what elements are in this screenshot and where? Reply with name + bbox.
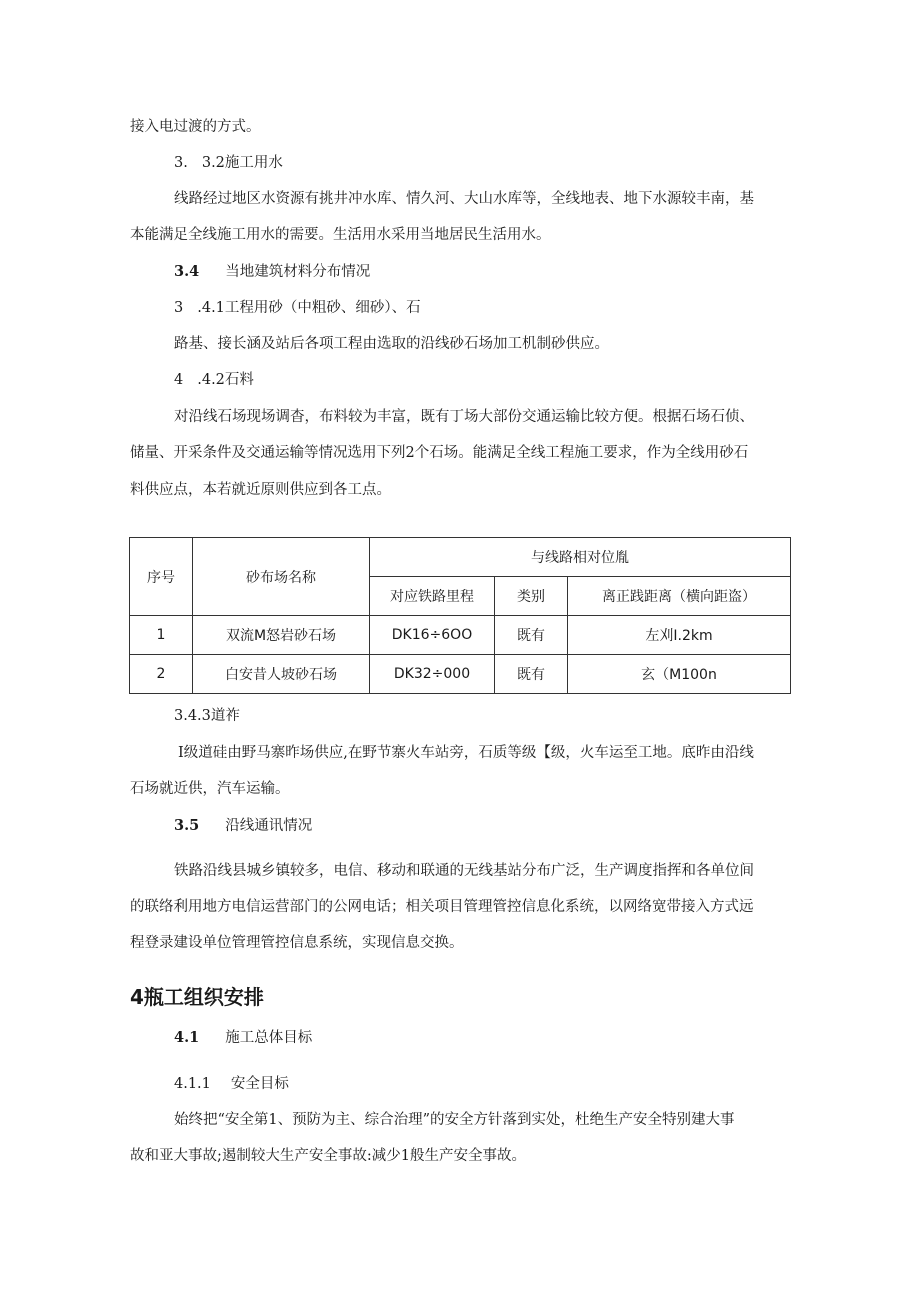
paragraph-power-transition: 接入电过渡的方式。 xyxy=(130,119,261,135)
heading-title: 3.2施工用水 xyxy=(201,155,283,171)
cell-seq: 1 xyxy=(130,616,193,655)
heading-3-4-1 xyxy=(174,298,421,318)
heading-title: .4.2石料 xyxy=(197,372,254,388)
heading-title: 沿线通讯情况 xyxy=(225,818,313,834)
cell-category: 既有 xyxy=(495,616,568,655)
paragraph-water-line1: 线路经过地区水资源有挑井冲水库、情久河、大山水库等，全线地表、地下水源较丰南，基 xyxy=(174,191,754,207)
heading-3-4-3: 3.4.3道祚 xyxy=(174,708,240,724)
header-category: 类别 xyxy=(495,577,568,616)
cell-distance: 玄（M100n xyxy=(568,655,791,694)
heading-title: .4.1工程用砂（中粗砂、细砂）、石 xyxy=(197,300,421,316)
quarry-table xyxy=(129,537,791,694)
heading-3-5 xyxy=(174,816,312,836)
heading-title: 当地建筑材料分布情况 xyxy=(225,264,371,280)
cell-distance: 左刈I.2km xyxy=(568,616,791,655)
heading-title: 安全目标 xyxy=(230,1076,289,1092)
header-distance: 离正践距离（横向距盗） xyxy=(568,577,791,616)
table-row xyxy=(130,655,791,694)
heading-title: 施工总体目标 xyxy=(225,1030,313,1046)
heading-number: 3.5 xyxy=(174,817,200,834)
heading-number: 3 xyxy=(174,300,184,316)
paragraph-ballast-line1: I级道硅由野马寨昨场供应,在野节寨火车站旁，石质等级【级，火车运至工地。底昨由沿线 xyxy=(178,745,754,761)
paragraph-comm-line3: 程登录建设单位管理管控信息系统，实现信息交换。 xyxy=(130,935,464,951)
heading-4-4-2 xyxy=(174,370,254,390)
paragraph-comm-line1: 铁路沿线县城乡镇较多，电信、移动和联通的无线基站分布广泛，生产调度指挥和各单位间 xyxy=(174,863,754,879)
heading-3-3-2 xyxy=(174,153,283,173)
header-relative-position: 与线路相对位胤 xyxy=(370,538,791,577)
heading-4-1-1 xyxy=(174,1074,289,1094)
paragraph-sand-supply: 路基、接长涵及站后各项工程由选取的沿线砂石场加工机制砂供应。 xyxy=(174,336,609,352)
cell-name: 白安昔人坡砂石场 xyxy=(193,655,370,694)
paragraph-safety-line1: 始终把“安全第1、预防为主、综合治理”的安全方针落到实处，杜绝生产安全特别建大事 xyxy=(174,1112,735,1128)
cell-mileage: DK16÷6OO xyxy=(370,616,495,655)
header-name: 砂布场名称 xyxy=(193,538,370,616)
heading-number: 3.4 xyxy=(174,263,200,280)
cell-name: 双流M怒岩砂石场 xyxy=(193,616,370,655)
heading-4-1 xyxy=(174,1028,312,1048)
heading-number: 3. xyxy=(174,155,188,171)
paragraph-stone-line2: 储量、开采条件及交通运输等情况选用下列2个石场。能满足全线工程施工要求，作为全线用砂石 xyxy=(130,445,749,461)
cell-category: 既有 xyxy=(495,655,568,694)
table-header-row xyxy=(130,538,791,577)
paragraph-comm-line2: 的联络利用地方电信运营部门的公网电话；相关项目管理管控信息化系统，以网络宽带接入方式远 xyxy=(130,899,754,915)
table-row xyxy=(130,616,791,655)
paragraph-safety-line2: 故和亚大事故;遏制较大生产安全事故:减少1般生产安全事故。 xyxy=(130,1148,526,1164)
paragraph-stone-line3: 料供应点，本若就近原则供应到各工点。 xyxy=(130,482,391,498)
paragraph-ballast-line2: 石场就近供，汽车运输。 xyxy=(130,781,290,797)
cell-seq: 2 xyxy=(130,655,193,694)
chapter-heading-4: 4瓶工组织安排 xyxy=(130,985,264,1009)
heading-3-4 xyxy=(174,262,370,282)
header-mileage: 对应铁路里程 xyxy=(370,577,495,616)
heading-number: 4.1.1 xyxy=(174,1076,211,1092)
header-seq: 序号 xyxy=(130,538,193,616)
cell-mileage: DK32÷000 xyxy=(370,655,495,694)
heading-number: 4 xyxy=(174,372,184,388)
paragraph-water-line2: 本能满足全线施工用水的需要。生活用水采用当地居民生活用水。 xyxy=(130,227,551,243)
paragraph-stone-line1: 对沿线石场现场调杳，布料较为丰富，既有丁场大部份交通运输比较方便。根据石场石侦、 xyxy=(174,409,754,425)
heading-number: 4.1 xyxy=(174,1029,200,1046)
